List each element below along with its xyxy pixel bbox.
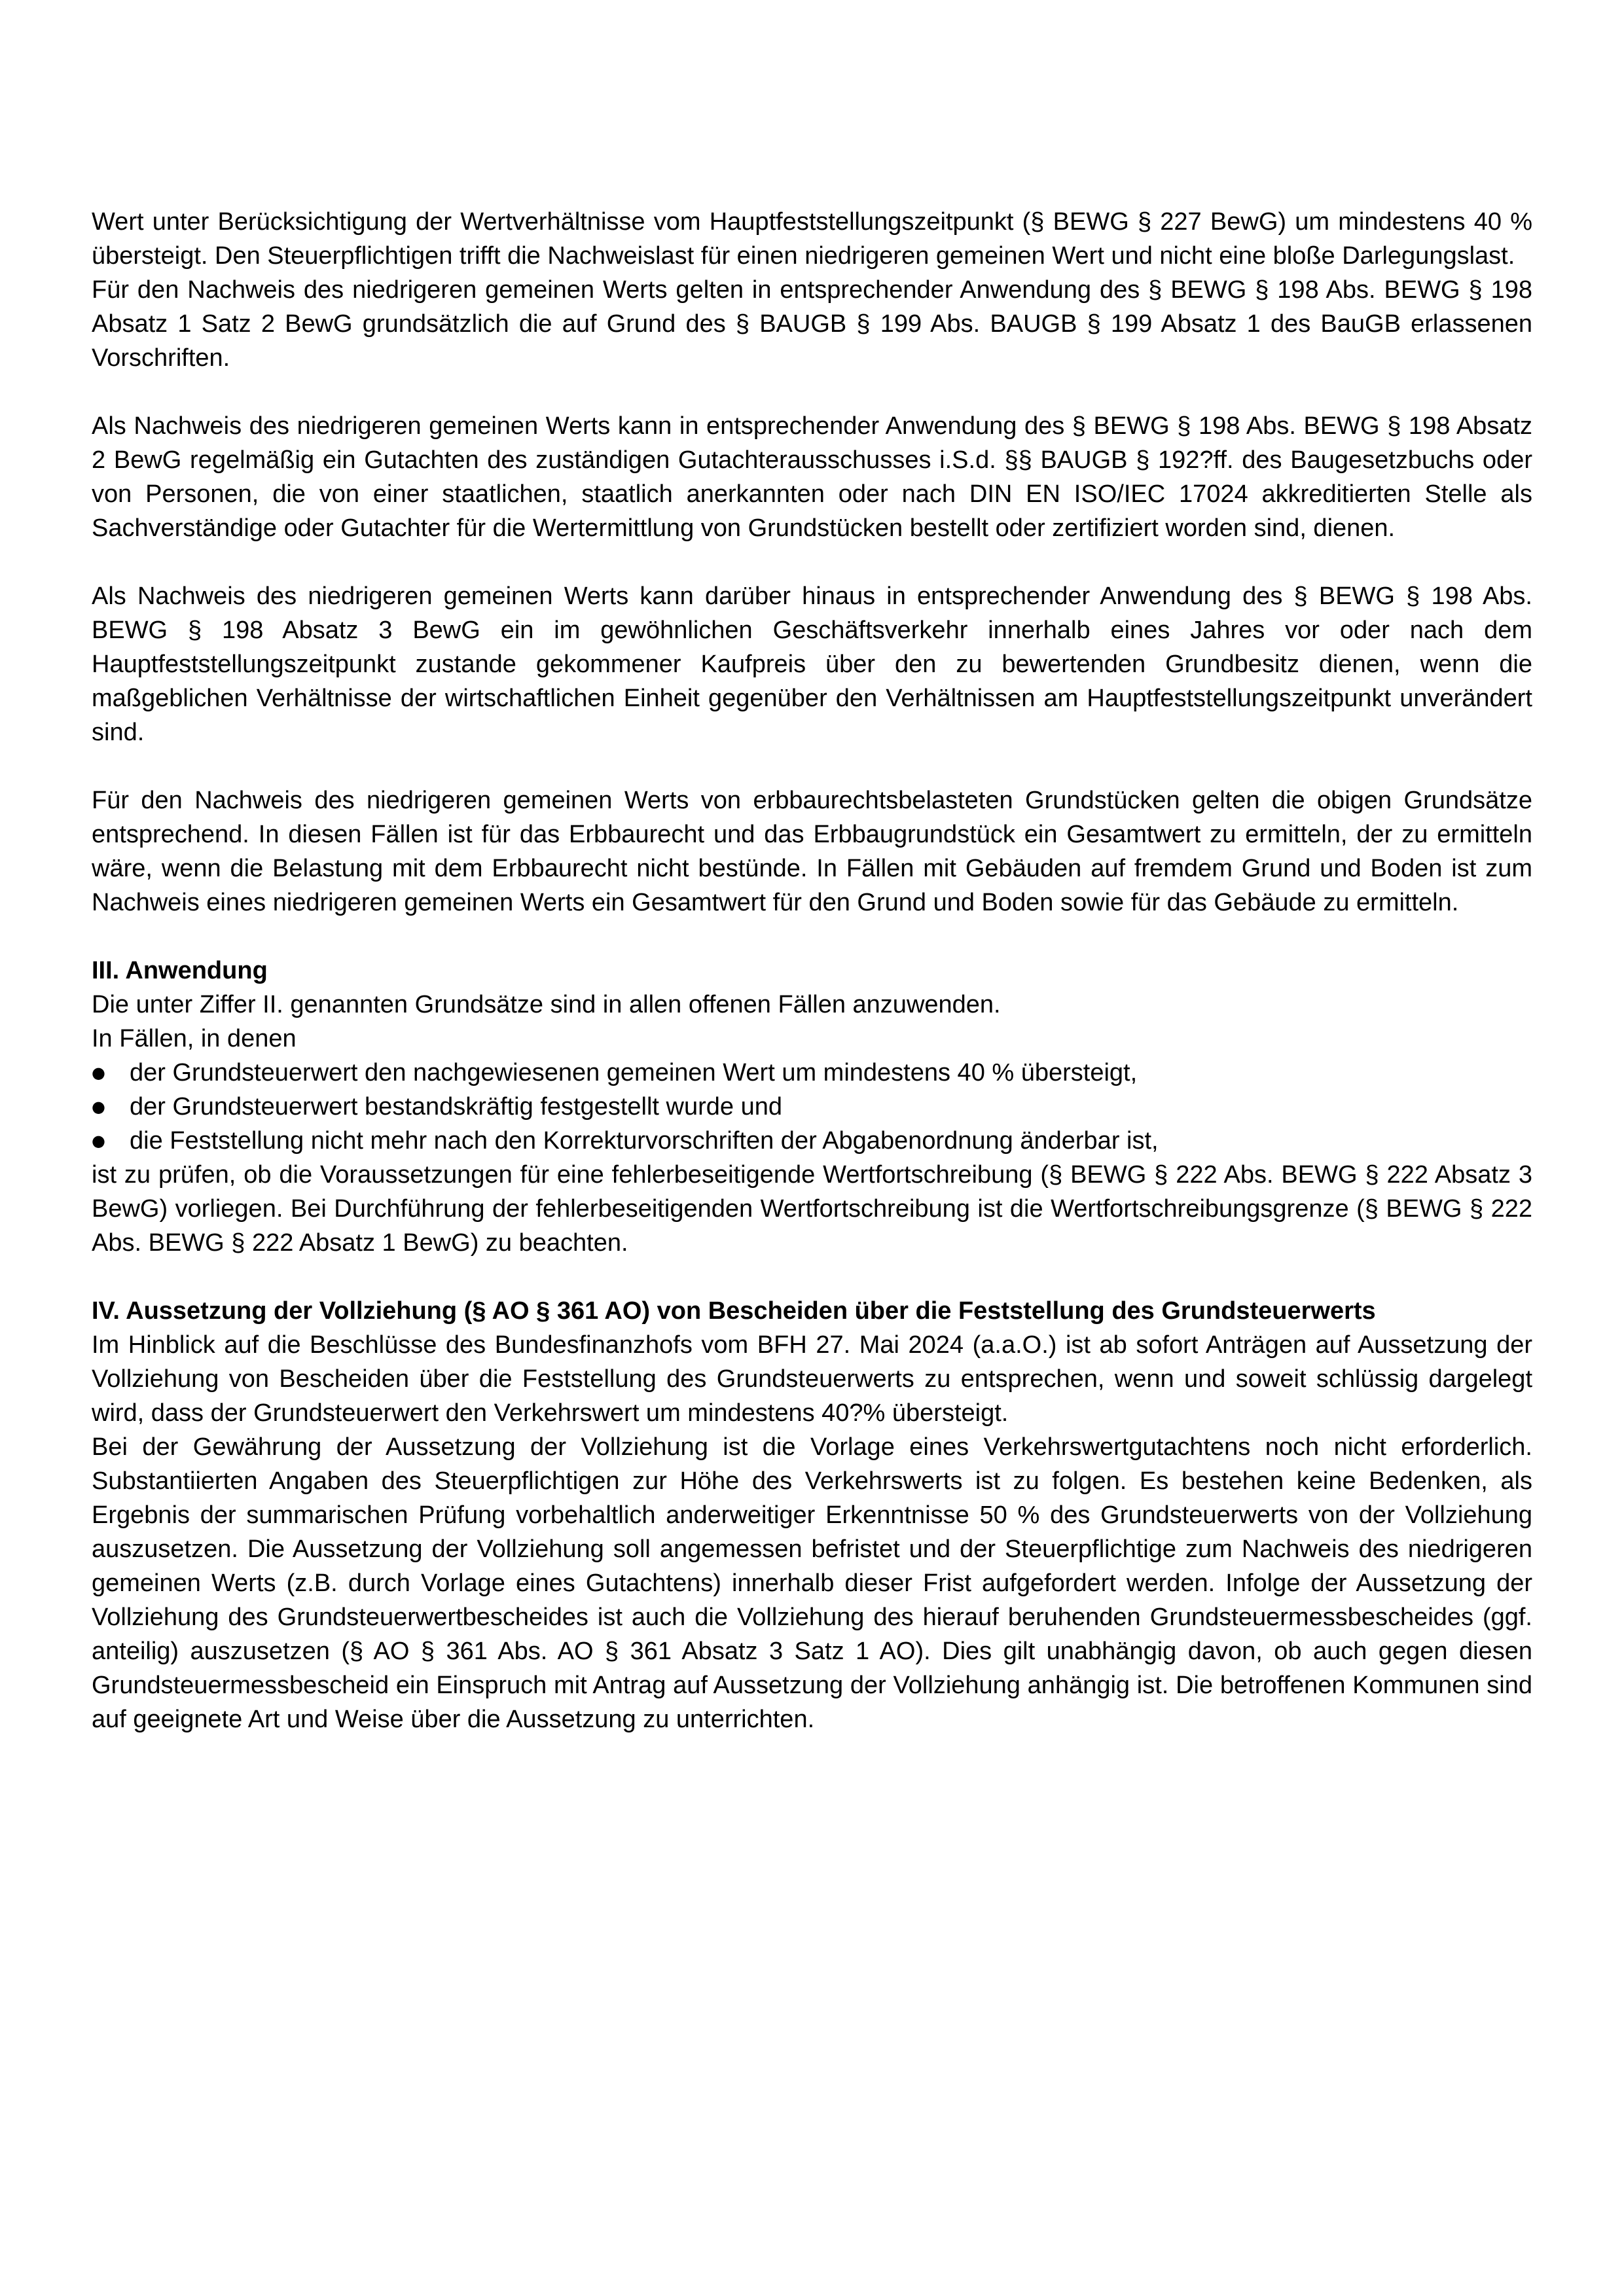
paragraph-nachweis-vorschriften: Für den Nachweis des niedrigeren gemeinen Werts gelten in entsprechender Anwendung des § BEWG § 198 Abs. BEWG § 198 Absatz 1 Satz 2 BewG grundsätzlich die auf Grund des § BAUGB § 199 Abs. BAUGB § 199 Absatz 1 des BauGB erlassenen Vorschriften. [92,276,1532,372]
paragraph-spacer [92,375,1532,409]
paragraph-wertfortschreibung: ist zu prüfen, ob die Voraussetzungen für eine fehlerbeseitigende Wertfortschreibung (§ BEWG § 222 Abs. BEWG § 222 Absatz 3 BewG) vorliegen. Bei Durchführung der fehlerbeseitigenden Wertfortschreibung ist die Wertfortschreibungsgrenze (§ BEWG § 222 Abs. BEWG § 222 Absatz 1 BewG) zu beachten. [92,1161,1532,1257]
condition-list [92,1056,1532,1158]
list-item [92,1090,1532,1124]
section-anwendung [92,954,1532,1260]
list-item [92,1124,1532,1158]
paragraph-anwendung-intro: Die unter Ziffer II. genannten Grundsätze sind in allen offenen Fällen anzuwenden. [92,991,1001,1018]
paragraph-wert-unter-beruecksichtigung: Wert unter Berücksichtigung der Wertverhältnisse vom Hauptfeststellungszeitpunkt (§ BEWG § 227 BewG) um mindestens 40 % übersteigt. Den Steuerpflichtigen trifft die Nachweislast für einen niedrigeren gemeinen Wert und nicht eine bloße Darlegungslast. [92,208,1532,270]
paragraph-bfh-beschluesse: Im Hinblick auf die Beschlüsse des Bundesfinanzhofs vom BFH 27. Mai 2024 (a.a.O.) ist ab sofort Anträgen auf Aussetzung der Vollziehung von Bescheiden über die Feststellung des Grundsteuerwerts zu entsprechen, wenn und soweit schlüssig dargelegt wird, dass der Grundsteuerwert den Verkehrswert um mindestens 40?% übersteigt. [92,1331,1532,1427]
list-item-text: der Grundsteuerwert bestandskräftig festgestellt wurde und [130,1093,782,1121]
bullet-icon: ● [92,1132,105,1150]
document-body [92,205,1532,1736]
paragraph-spacer [92,545,1532,579]
paragraph-gewaehrung-aussetzung: Bei der Gewährung der Aussetzung der Vollziehung ist die Vorlage eines Verkehrswertgutachtens noch nicht erforderlich. Substantiierten Angaben des Steuerpflichtigen zur Höhe des Verkehrswerts ist zu folgen. Es bestehen keine Bedenken, als Ergebnis der summarischen Prüfung vorbehaltlich anderweitiger Erkenntnisse 50 % des Grundsteuerwerts von der Vollziehung auszusetzen. Die Aussetzung der Vollziehung soll angemessen befristet und der Steuerpflichtige zum Nachweis des niedrigeren gemeinen Werts (z.B. durch Vorlage eines Gutachtens) innerhalb dieser Frist aufgefordert werden. Infolge der Aussetzung der Vollziehung des Grundsteuerwertbescheides ist auch die Vollziehung des hierauf beruhenden Grundsteuermessbescheides (ggf. anteilig) auszusetzen (§ AO § 361 Abs. AO § 361 Absatz 3 Satz 1 AO). Dies gilt unabhängig davon, ob auch gegen diesen Grundsteuermessbescheid ein Einspruch mit Antrag auf Aussetzung der Vollziehung anhängig ist. Die betroffenen Kommunen sind auf geeignete Art und Weise über die Aussetzung zu unterrichten. [92,1433,1532,1733]
section-heading-aussetzung: IV. Aussetzung der Vollziehung (§ AO § 361 AO) von Bescheiden über die Feststellung des Grundsteuerwerts [92,1297,1376,1325]
paragraph-spacer [92,749,1532,783]
paragraph-nachweis-gutachten: Als Nachweis des niedrigeren gemeinen Werts kann in entsprechender Anwendung des § BEWG § 198 Abs. BEWG § 198 Absatz 2 BewG regelmäßig ein Gutachten des zuständigen Gutachterausschusses i.S.d. §§ BAUGB § 192?ff. des Baugesetzbuchs oder von Personen, die von einer staatlichen, staatlich anerkannten oder nach DIN EN ISO/IEC 17024 akkreditierten Stelle als Sachverständige oder Gutachter für die Wertermittlung von Grundstücken bestellt oder zertifiziert worden sind, dienen. [92,412,1532,542]
paragraph-erbbaurecht: Für den Nachweis des niedrigeren gemeinen Werts von erbbaurechtsbelasteten Grundstücken gelten die obigen Grundsätze entsprechend. In diesen Fällen ist für das Erbbaurecht und das Erbbaugrundstück ein Gesamtwert zu ermitteln, der zu ermitteln wäre, wenn die Belastung mit dem Erbbaurecht nicht bestünde. In Fällen mit Gebäuden auf fremdem Grund und Boden ist zum Nachweis eines niedrigeren gemeinen Werts ein Gesamtwert für den Grund und Boden sowie für das Gebäude zu ermitteln. [92,787,1532,916]
paragraph-nachweis-kaufpreis: Als Nachweis des niedrigeren gemeinen Werts kann darüber hinaus in entsprechender Anwendung des § BEWG § 198 Abs. BEWG § 198 Absatz 3 BewG ein im gewöhnlichen Geschäftsverkehr innerhalb eines Jahres vor oder nach dem Hauptfeststellungszeitpunkt zustande gekommener Kaufpreis über den zu bewertenden Grundbesitz dienen, wenn die maßgeblichen Verhältnisse der wirtschaftlichen Einheit gegenüber den Verhältnissen am Hauptfeststellungszeitpunkt unverändert sind. [92,583,1532,746]
bullet-icon: ● [92,1098,105,1116]
paragraph-spacer [92,1260,1532,1294]
section-aussetzung-der-vollziehung [92,1294,1532,1736]
section-heading-anwendung: III. Anwendung [92,957,268,984]
paragraph-in-faellen: In Fällen, in denen [92,1025,297,1052]
bullet-icon: ● [92,1064,105,1082]
list-item [92,1056,1532,1090]
list-item-text: die Feststellung nicht mehr nach den Korrekturvorschriften der Abgabenordnung änderbar ist, [130,1127,1159,1155]
paragraph-spacer [92,920,1532,954]
list-item-text: der Grundsteuerwert den nachgewiesenen gemeinen Wert um mindestens 40 % übersteigt, [130,1059,1138,1086]
